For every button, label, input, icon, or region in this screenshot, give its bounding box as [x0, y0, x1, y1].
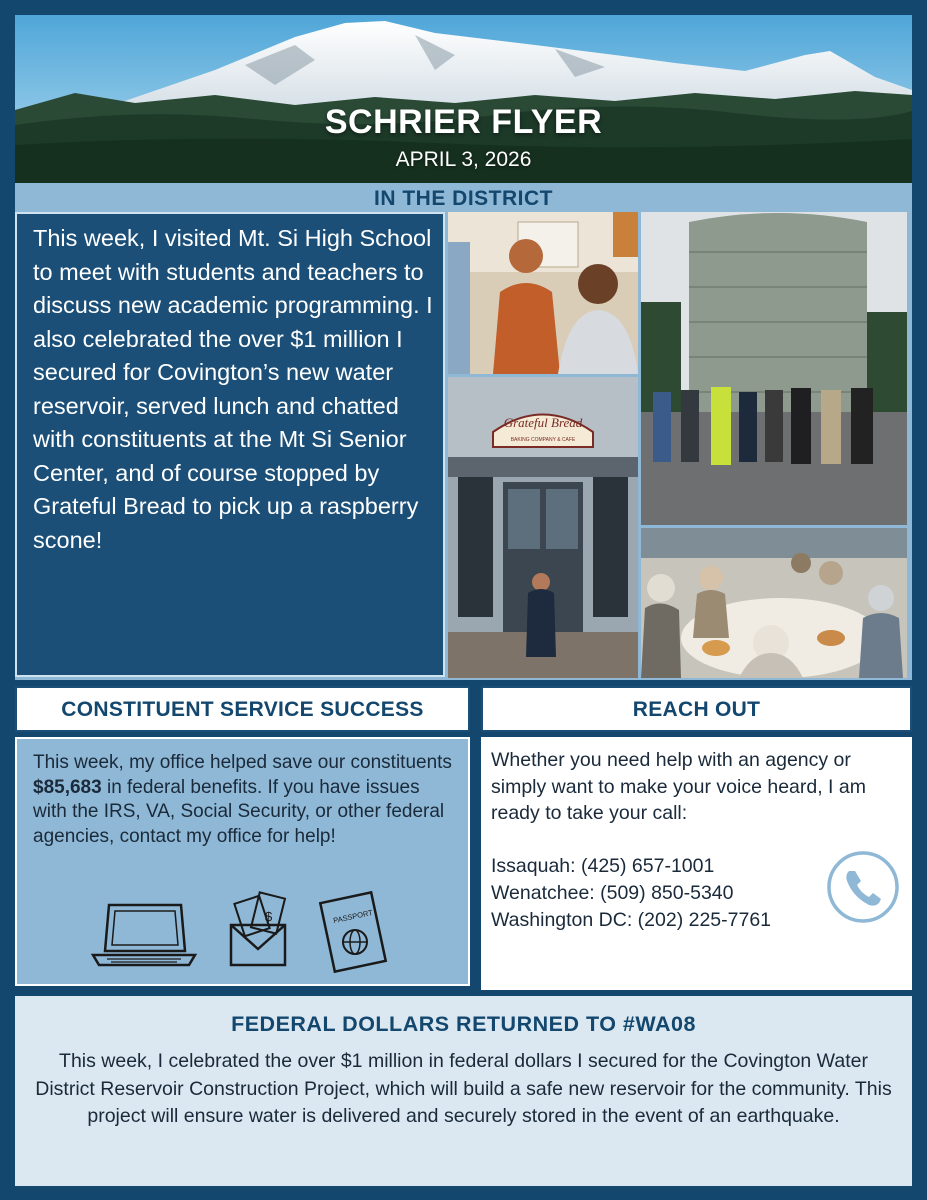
- laptop-icon: [89, 899, 199, 971]
- senior-center-photo: [641, 528, 907, 678]
- envelope-money-icon: [225, 889, 295, 969]
- phone-issaquah: Issaquah: (425) 657-1001: [491, 854, 715, 877]
- service-text: [33, 751, 452, 849]
- federal-heading: FEDERAL DOLLARS RETURNED TO #WA08: [231, 1012, 696, 1036]
- phone-washington-dc: Washington DC: (202) 225-7761: [491, 908, 772, 931]
- reach-heading-box: [481, 686, 912, 732]
- reach-panel: [481, 737, 912, 990]
- bakery-subsign-text: BAKING COMPANY & CAFE: [510, 437, 576, 443]
- grateful-bread-photo: [448, 377, 638, 678]
- passport-label: PASSPORT: [332, 907, 374, 926]
- svg-text:$: $: [265, 909, 273, 924]
- flyer-title: SCHRIER FLYER: [324, 103, 603, 141]
- reach-heading: REACH OUT: [632, 698, 761, 721]
- service-panel: [15, 737, 470, 986]
- in-the-district-section: [15, 183, 912, 680]
- water-reservoir-photo: [641, 212, 907, 525]
- service-heading-box: [15, 686, 470, 732]
- phone-icon: [825, 849, 901, 925]
- federal-text: This week, I celebrated the over $1 million in federal dollars I secured for the Covington Water District Reservoir Construction Project, which will build a safe new reservoir for the community. This project will ensure water is delivered and securely stored in the event of an earthquake.: [35, 1050, 892, 1127]
- school-visit-photo: [448, 212, 638, 374]
- service-heading: CONSTITUENT SERVICE SUCCESS: [61, 698, 424, 721]
- service-text-before: This week, my office helped save our constituents: [33, 752, 452, 773]
- service-text-after: in federal benefits. If you have issues with the IRS, VA, Social Security, or other federal agencies, contact my office for help!: [33, 776, 445, 847]
- service-amount: $85,683: [33, 776, 102, 798]
- header-banner: [15, 15, 912, 183]
- district-text-panel: [15, 212, 445, 677]
- phone-wenatchee: Wenatchee: (509) 850-5340: [491, 881, 734, 904]
- passport-icon: [315, 887, 395, 977]
- bakery-sign-text: Grateful Bread: [503, 415, 583, 430]
- district-heading: IN THE DISTRICT: [374, 187, 553, 210]
- flyer-date: APRIL 3, 2026: [395, 148, 532, 171]
- reach-text: Whether you need help with an agency or simply want to make your voice heard, I am ready to take your call:: [491, 749, 866, 824]
- federal-dollars-section: [15, 996, 912, 1186]
- district-body-text: This week, I visited Mt. Si High School to meet with students and teachers to discuss new academic programming. I also celebrated the over $1 million I secured for Covington’s new water reservoir, served lunch and chatted with constituents at the Mt Si Senior Center, and of course stopped by Grateful Bread to pick up a raspberry scone!: [33, 225, 433, 553]
